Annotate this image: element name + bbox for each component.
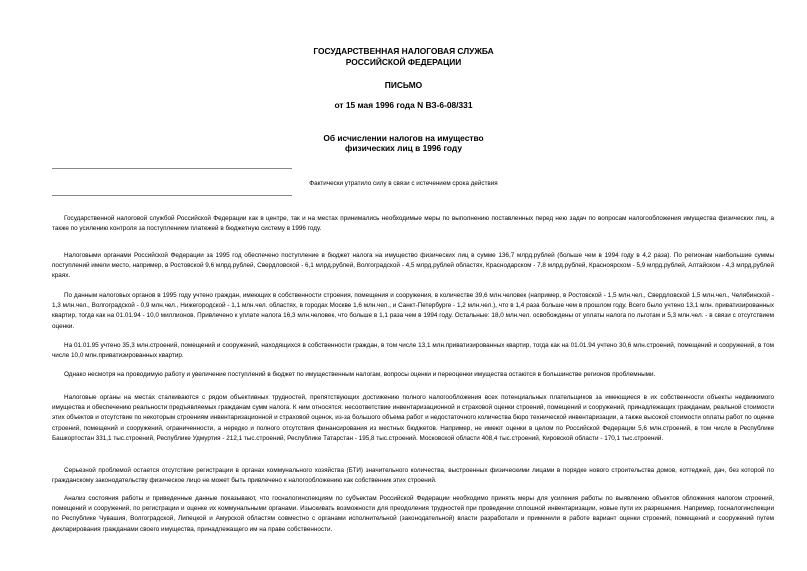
document-date-number: от 15 мая 1996 года N ВЗ-6-08/331	[334, 100, 473, 110]
document-title-line2: физических лиц в 1996 году	[344, 143, 463, 153]
paragraph-4: На 01.01.95 учтено 35,3 млн.строений, помещений и сооружений, находящихся в собственности граждан, в том числе 13,1 млн.приватизированных квартир, тогда как на 01.01.94 учтено 30,6 млн.строений, помещений и сооружений, в том числе 10,0 млн.приватизированных квартир.	[52, 342, 774, 360]
paragraph-3: По данным налоговых органов в 1995 году учтено граждан, имеющих в собственности строения, помещения и сооружения, в количестве 39,6 млн.человек (например, в Ростовской - 1,5 млн.чел., Свердловской 1,5 млн.чел., Челябинской - 1,3 млн.чел., Волгоградской - 0,9 млн.чел., Нижегородской - 1,1 млн.чел. областях, в городах Москве 1,6 млн.чел., и Санкт-Петербурге - 1,2 млн.чел.), что в 1,4 раза больше чем в прошлом году. Всего было учтено 13,1 млн. приватизированных квартир, тогда как на 01.01.94 - 10,0 миллионов. Привлечено к уплате налога 16,3 млн.человек, что больше в 1,1 раза чем в 1994 году. Остальные: 18,0 млн.чел. освобождены от уплаты налога по льготам и 5,3 млн.чел. - в связи с отсутствием оценки.	[52, 292, 774, 330]
paragraph-8: Анализ состояния работы и приведенные данные показывают, что госналогинспекциям по субъектам Российской Федерации необходимо принять меры для усиления работы по выявлению объектов обложения налогом строений, помещений и сооружений, по регистрации и оценке их коммунальными органами. Изыскивать возможности для преодоления трудностей при проведении сплошной инвентаризации, новые пути их разрешения. Например, госналогинспекции по Республике Чувашия, Волгоградской, Липецкой и Амурской областям совместно с органами исполнительной (законодательной) власти разработали и применили в работе вариант оценки строений, помещений и сооружений путем декларирования гражданами своего имущества, принадлежащего им на праве собственности.	[52, 495, 774, 533]
agency-name-line1: ГОСУДАРСТВЕННАЯ НАЛОГОВАЯ СЛУЖБА	[313, 46, 494, 56]
paragraph-6: Налоговые органы на местах сталкиваются с рядом объективных трудностей, препятствующих достижению полного налогообложения всех потенциальных плательщиков за имеющиеся в их собственности объекты недвижимого имущества и обеспечению реальности предъявляемых гражданам сумм налога. К ним относятся: несоответствие инвентаризационной и страховой оценки строений, помещений и сооружений, принадлежащих гражданам, реальной стоимости этих объектов и отсутствие по некоторым строениям инвентаризационной и страховой оценок, из-за большого объема работ и недостаточного количества бюро технической инвентаризации, а также высокой стоимости оплаты работ по оценке строений, помещений и сооружений, ограниченности, а нередко и полного отсутствия финансирования из местных бюджетов. Например, не имеют оценки в целом по Российской Федерации 5,6 млн.строений, в том числе в Республике Башкортостан 331,1 тыс.строений, Республике Удмуртия - 212,1 тыс.строений, Республике Татарстан - 195,8 тыс.строений. Московской области 408,4 тыс.строений, Кировской области - 170,1 тыс.строений.	[52, 394, 774, 442]
paragraph-1: Государственной налоговой службой Российской Федерации как в центре, так и на местах принимались необходимые меры по выполнению поставленных перед нею задач по вопросам налогообложения имущества физических лиц, а также по усилению контроля за поступлением платежей в бюджетную систему в 1996 году.	[52, 215, 774, 233]
paragraph-2: Налоговыми органами Российской Федерации за 1995 год обеспечено поступление в бюджет налога на имущество физических лиц в сумме 136,7 млрд.рублей (больше чем в 1994 году в 4,2 раза). По регионам наибольшие суммы поступлений имели место, например, в Ростовской 9,6 млрд.рублей, Свердловской - 6,1 млрд.рублей, Волгоградской - 4,5 млрд.рублей областях, Краснодарском - 7,8 млрд.рублей, Красноярском - 5,9 млрд.рублей, Алтайском - 4,3 млрд.рублей краях.	[52, 252, 774, 280]
paragraph-7: Серьезной проблемой остается отсутствие регистрации в органах коммунального хозяйства (БТИ) значительного количества, выстроенных физическими лицами в порядке нового строительства домов, коттеджей, дач, без которой по гражданскому законодательству физическое лицо не может быть привлечено к налогообложению как собственник этих строений.	[52, 467, 774, 485]
agency-name-line2: РОССИЙСКОЙ ФЕДЕРАЦИИ	[345, 57, 462, 67]
status-notice: Фактически утратило силу в связи с истечением срока действия	[309, 180, 498, 187]
paragraph-5: Однако несмотря на проводимую работу и увеличение поступлений в бюджет по имущественным налогам, вопросы оценки и переоценки имущества остаются в большинстве регионов проблемными.	[64, 371, 656, 378]
divider-top	[52, 168, 292, 169]
divider-bottom	[52, 195, 292, 196]
document-title-line1: Об исчислении налогов на имущество	[323, 133, 484, 143]
document-type: ПИСЬМО	[384, 80, 423, 90]
